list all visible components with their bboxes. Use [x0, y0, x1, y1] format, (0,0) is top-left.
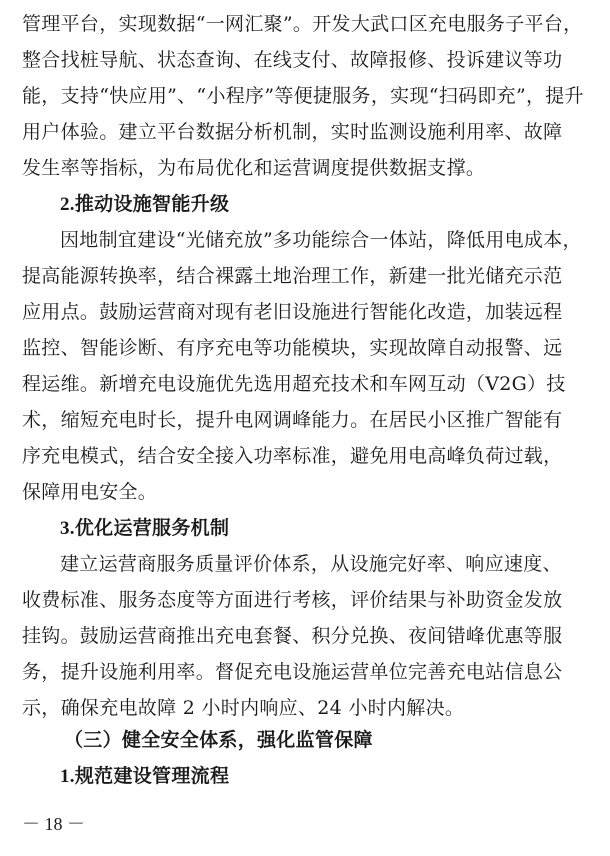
paragraph-line: 应用点。鼓励运营商对现有老旧设施进行智能化改造，加装远程 — [22, 301, 563, 323]
heading-text: 规范建设管理流程 — [74, 765, 230, 787]
paragraph-line: 监控、智能诊断、有序充电等功能模块，实现故障自动报警、远 — [22, 337, 563, 359]
heading-text: 推动设施智能升级 — [74, 193, 230, 215]
section-heading — [60, 510, 588, 546]
paragraph-line: 提高能源转换率，结合裸露土地治理工作，新建一批光储充示范 — [22, 265, 563, 287]
paragraph-line: 挂钩。鼓励运营商推出充电套餐、积分兑换、夜间错峰优惠等服 — [22, 625, 563, 647]
paragraph-line: 管理平台，实现数据“一网汇聚”。开发大武口区充电服务子平台， — [22, 13, 583, 35]
paragraph-line: 因地制宜建设“光储充放”多功能综合一体站，降低用电成本， — [60, 229, 582, 251]
heading-number: 1. — [60, 766, 75, 787]
section-heading — [60, 186, 588, 222]
heading-number: 2. — [60, 194, 75, 215]
paragraph-line: 能，支持“快应用”、“小程序”等便捷服务，实现“扫码即充”，提升 — [22, 85, 584, 107]
section-title: （三）健全安全体系，强化监管保障 — [64, 729, 373, 751]
paragraph-line: 序充电模式，结合安全接入功率标准，避免用电高峰负荷过载， — [22, 445, 563, 467]
paragraph-line: 发生率等指标，为布局优化和运营调度提供数据支撑。 — [22, 157, 486, 179]
paragraph-line: 术，缩短充电时长，提升电网调峰能力。在居民小区推广智能有 — [22, 409, 563, 431]
page-number: － 18 － — [22, 814, 85, 834]
paragraph-line: 建立运营商服务质量评价体系，从设施完好率、响应速度、 — [60, 553, 562, 575]
heading-text: 优化运营服务机制 — [74, 517, 230, 539]
paragraph-line: 务，提升设施利用率。督促充电设施运营单位完善充电站信息公 — [22, 661, 563, 683]
section-heading — [60, 758, 588, 794]
paragraph-line: 程运维。新增充电设施优先选用超充技术和车网互动（V2G）技 — [22, 373, 566, 395]
heading-number: 3. — [60, 518, 75, 539]
paragraph-line: 整合找桩导航、状态查询、在线支付、故障报修、投诉建议等功 — [22, 49, 563, 71]
paragraph-line: 用户体验。建立平台数据分析机制，实时监测设施利用率、故障 — [22, 121, 563, 143]
paragraph-line: 保障用电安全。 — [22, 481, 158, 503]
paragraph-line: 示，确保充电故障 2 小时内响应、24 小时内解决。 — [22, 697, 465, 719]
paragraph-line: 收费标准、服务态度等方面进行考核，评价结果与补助资金发放 — [22, 589, 563, 611]
